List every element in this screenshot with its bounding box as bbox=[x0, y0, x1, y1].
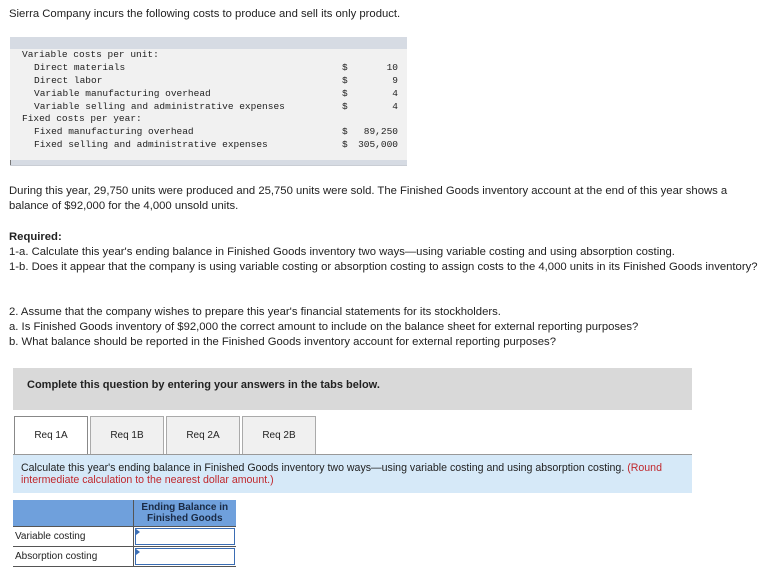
dollar-sign: $ bbox=[342, 74, 348, 86]
answer-cell bbox=[133, 526, 236, 546]
cost-label: Direct labor bbox=[34, 74, 103, 86]
cost-row bbox=[10, 101, 407, 114]
cost-label: Fixed selling and administrative expenses bbox=[34, 139, 268, 151]
variable-costing-input[interactable] bbox=[135, 528, 236, 545]
cost-table-footer bbox=[10, 160, 407, 165]
complete-banner: Complete this question by entering your answers in the tabs below. bbox=[13, 368, 692, 410]
cost-row bbox=[10, 75, 407, 88]
cost-row bbox=[10, 126, 407, 139]
dollar-sign: $ bbox=[342, 139, 348, 151]
absorption-costing-input[interactable] bbox=[135, 548, 236, 565]
cost-value: 4 bbox=[392, 100, 398, 112]
dollar-sign: $ bbox=[342, 126, 348, 138]
cost-value: 10 bbox=[386, 61, 398, 73]
cost-label: Variable manufacturing overhead bbox=[34, 87, 211, 99]
cost-heading-fixed bbox=[10, 113, 407, 126]
question-1b: 1-b. Does it appear that the company is using variable costing or absorption costing to assign costs to the 4,000 units in its Finished Goods inventory? bbox=[9, 261, 758, 273]
cost-value: 305,000 bbox=[358, 139, 398, 151]
tab-req-2b[interactable]: Req 2B bbox=[242, 416, 316, 454]
cost-value: 89,250 bbox=[363, 126, 398, 138]
question-2b: b. What balance should be reported in the Finished Goods inventory account for external reporting purposes? bbox=[9, 336, 556, 348]
answer-table bbox=[13, 500, 236, 567]
cost-label: Variable selling and administrative expenses bbox=[34, 100, 285, 112]
required-section bbox=[9, 230, 759, 275]
cost-label: Direct materials bbox=[34, 61, 126, 73]
cost-label: Fixed manufacturing overhead bbox=[34, 126, 194, 138]
intro-text: Sierra Company incurs the following costs to produce and sell its only product. bbox=[9, 8, 401, 20]
tab-req-2a[interactable]: Req 2A bbox=[166, 416, 240, 454]
scenario-text: During this year, 29,750 units were produced and 25,750 units were sold. The Finished Goods inventory account at the end of this year shows a balance of $92,000 for the 4,000 unsold units. bbox=[9, 185, 728, 212]
instruction-text: Calculate this year's ending balance in Finished Goods inventory two ways—using variable costing and using absorption costing. bbox=[21, 462, 625, 474]
rounding-note: (Round intermediate calculation to the nearest dollar amount.) bbox=[21, 462, 662, 486]
answer-cell bbox=[133, 546, 236, 566]
cost-table-header bbox=[10, 37, 407, 49]
instruction-panel bbox=[13, 454, 692, 493]
cost-row bbox=[10, 88, 407, 101]
cost-row bbox=[10, 62, 407, 75]
dollar-sign: $ bbox=[342, 100, 348, 112]
cost-value: 4 bbox=[392, 87, 398, 99]
required-section-2 bbox=[9, 305, 759, 350]
required-title: Required: bbox=[9, 231, 62, 243]
dollar-sign: $ bbox=[342, 61, 348, 73]
tab-req-1a[interactable]: Req 1A bbox=[14, 416, 88, 454]
cost-value: 9 bbox=[392, 74, 398, 86]
input-marker-icon bbox=[136, 549, 140, 555]
question-2: 2. Assume that the company wishes to prepare this year's financial statements for its stockholders. bbox=[9, 306, 501, 318]
answer-header: Ending Balance in Finished Goods bbox=[133, 500, 236, 526]
cost-heading-variable bbox=[10, 49, 407, 62]
input-marker-icon bbox=[136, 529, 140, 535]
question-2a: a. Is Finished Goods inventory of $92,000 the correct amount to include on the balance sheet for external reporting purposes? bbox=[9, 321, 639, 333]
heading-label: Fixed costs per year: bbox=[22, 113, 142, 125]
cost-row bbox=[10, 139, 407, 152]
heading-label: Variable costs per unit: bbox=[22, 49, 159, 60]
row-label: Absorption costing bbox=[13, 546, 133, 566]
table-row bbox=[13, 546, 236, 566]
answer-header-blank bbox=[13, 500, 133, 526]
row-label: Variable costing bbox=[13, 526, 133, 546]
table-row bbox=[13, 526, 236, 546]
cost-table bbox=[10, 37, 407, 166]
question-1a: 1-a. Calculate this year's ending balance in Finished Goods inventory two ways—using variable costing and using absorption costing. bbox=[9, 246, 675, 258]
tab-req-1b[interactable]: Req 1B bbox=[90, 416, 164, 454]
dollar-sign: $ bbox=[342, 87, 348, 99]
